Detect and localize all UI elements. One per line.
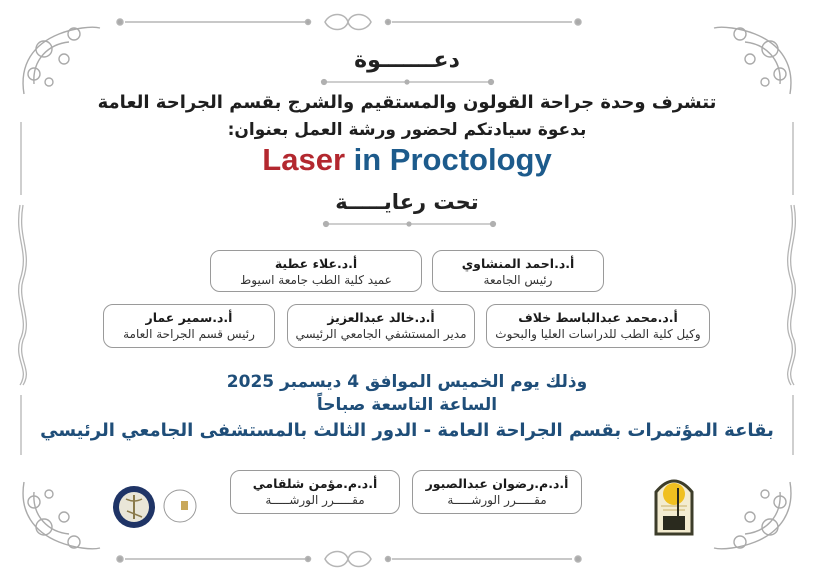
patron-name: أ.د.محمد عبدالباسط خلاف — [518, 310, 678, 325]
patron-card-dean — [210, 250, 422, 292]
patron-name: أ.د.خالد عبدالعزيز — [327, 310, 435, 325]
patron-role: رئيس قسم الجراحة العامة — [123, 327, 255, 341]
patron-card-vice-dean — [486, 304, 710, 348]
patron-role: عميد كلية الطب جامعة اسيوط — [240, 273, 392, 287]
title-divider — [320, 78, 495, 86]
intro-line-1: تتشرف وحدة جراحة القولون والمستقيم والشرج بقسم الجراحة العامة — [97, 92, 717, 113]
corner-ornament-bottom-right — [710, 472, 800, 562]
patronage-divider — [322, 220, 497, 228]
corner-ornament-bottom-left — [14, 472, 104, 562]
event-date: وذلك يوم الخميس الموافق 4 ديسمبر 2025 — [226, 372, 588, 392]
patron-role: وكيل كلية الطب للدراسات العليا والبحوث — [495, 327, 701, 341]
patron-card-president — [432, 250, 604, 292]
bottom-border-ornament — [0, 544, 814, 576]
patron-name: أ.د.احمد المنشاوي — [461, 256, 575, 271]
rapporteur-name: أ.د.م.مؤمن شلقامي — [252, 476, 378, 491]
rapporteur-role: مقـــــرر الورشـــــة — [447, 493, 547, 507]
patron-name: أ.د.علاء عطية — [274, 256, 358, 271]
event-venue: بقاعة المؤتمرات بقسم الجراحة العامة - الدور الثالث بالمستشفى الجامعي الرئيسي — [40, 420, 774, 441]
workshop-title-laser: Laser — [262, 142, 346, 177]
patron-card-department-head — [103, 304, 275, 348]
rapporteur-role: مقـــــرر الورشـــــة — [265, 493, 365, 507]
rapporteur-card-1 — [412, 470, 582, 514]
patronage-heading: تحت رعايـــــة — [335, 190, 479, 214]
faculty-of-medicine-logo — [163, 489, 197, 523]
patron-name: أ.د.سمير عمار — [145, 310, 233, 325]
workshop-title — [0, 142, 814, 178]
patron-role: رئيس الجامعة — [483, 273, 553, 287]
event-time: الساعة التاسعة صباحاً — [316, 395, 498, 415]
rapporteur-card-2 — [230, 470, 400, 514]
top-border-ornament — [0, 0, 814, 40]
workshop-title-proctology: in Proctology — [353, 142, 552, 177]
patron-card-hospital-director — [287, 304, 475, 348]
patron-role: مدير المستشفي الجامعي الرئيسي — [295, 327, 467, 341]
rapporteur-name: أ.د.م.رضوان عبدالصبور — [425, 476, 569, 491]
invitation-title: دعـــــــوة — [354, 48, 460, 73]
assiut-university-logo — [653, 470, 695, 536]
intro-line-2: بدعوة سيادتكم لحضور ورشة العمل بعنوان: — [227, 120, 587, 140]
surgery-department-logo — [112, 485, 156, 529]
